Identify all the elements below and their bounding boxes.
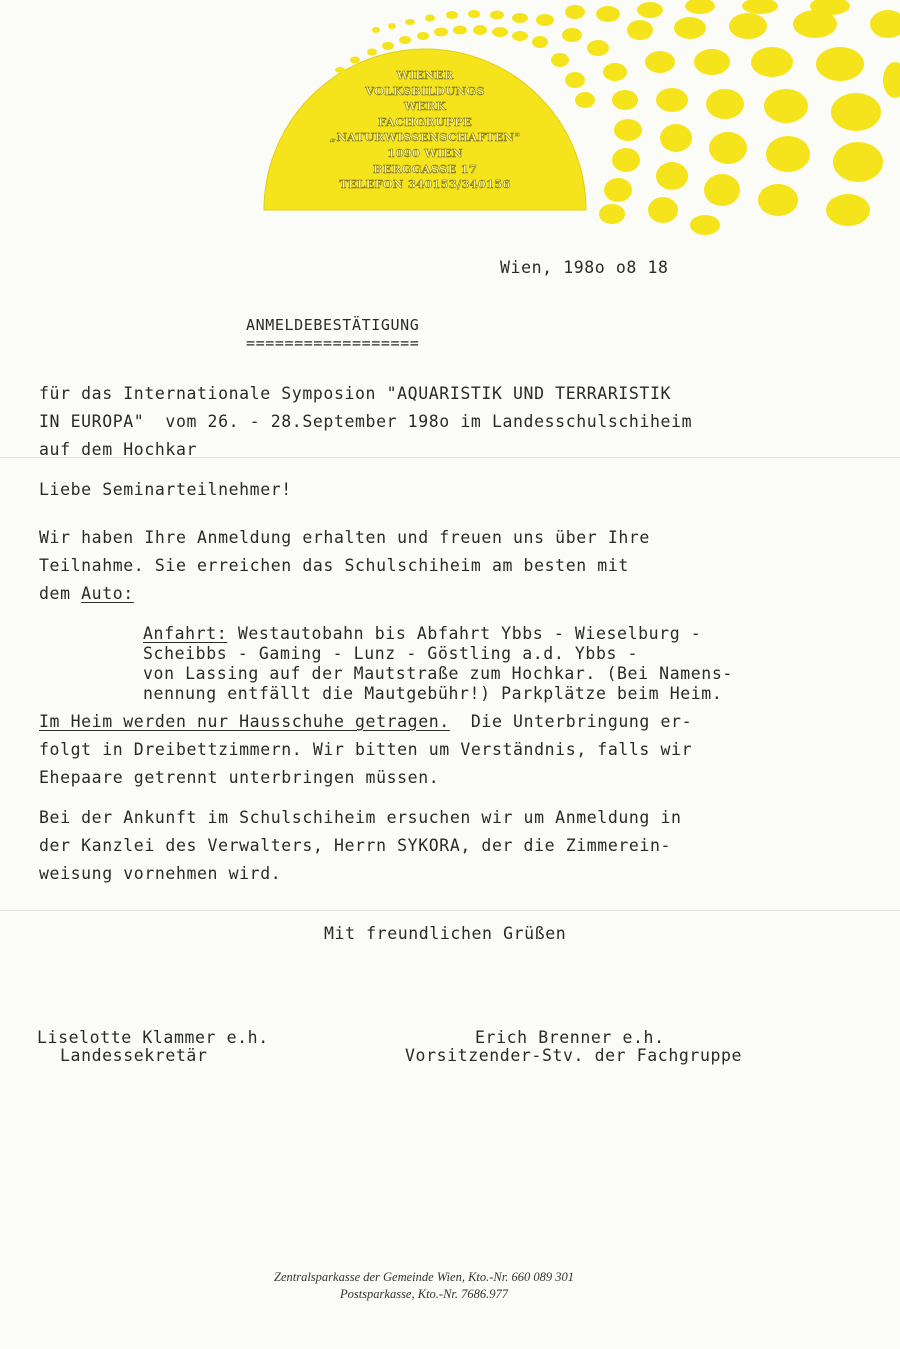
para2-rest: Die Unterbringung er- xyxy=(449,712,693,731)
para3-line-3: weisung vornehmen wird. xyxy=(39,864,282,883)
para1-line-2: Teilnahme. Sie erreichen das Schulschiheim am besten mit xyxy=(39,556,629,575)
letterhead-line: VOLKSBILDUNGS xyxy=(365,83,485,98)
para1-prefix: dem xyxy=(39,584,82,603)
directions-label: Anfahrt: xyxy=(143,624,228,643)
signatory-2-name: Erich Brenner e.h. xyxy=(475,1028,665,1047)
para2-line-1 xyxy=(39,712,692,731)
closing: Mit freundlichen Grüßen xyxy=(324,924,567,943)
signatory-1-title: Landessekretär xyxy=(60,1046,208,1065)
letterhead-line: WERK xyxy=(403,99,447,114)
directions-route: Westautobahn bis Abfahrt Ybbs - Wieselburg - xyxy=(227,624,702,643)
letterhead-line: WIENER xyxy=(396,68,454,82)
para1-line-1: Wir haben Ihre Anmeldung erhalten und freuen uns über Ihre xyxy=(39,528,650,547)
letter-date: Wien, 198o o8 18 xyxy=(500,258,669,277)
fold-line-lower xyxy=(0,910,900,911)
para3-line-2: der Kanzlei des Verwalters, Herrn SYKORA, der die Zimmerein- xyxy=(39,836,672,855)
directions-line-3: von Lassing auf der Mautstraße zum Hochkar. (Bei Namens- xyxy=(143,664,733,683)
auto-underlined: Auto: xyxy=(81,584,134,603)
letter-heading: ANMELDEBESTÄTIGUNG xyxy=(246,316,420,334)
para3-line-1: Bei der Ankunft im Schulschiheim ersuchen wir um Anmeldung in xyxy=(39,808,682,827)
directions-line-4: nennung entfällt die Mautgebühr!) Parkplätze beim Heim. xyxy=(143,684,723,703)
para2-line-2: folgt in Dreibettzimmern. Wir bitten um Verständnis, falls wir xyxy=(39,740,693,759)
directions-line-1 xyxy=(143,624,701,643)
subject-line-1: für das Internationale Symposion "AQUARISTIK UND TERRARISTIK xyxy=(39,384,672,403)
letterhead-line: „NATURWISSENSCHAFTEN" xyxy=(329,130,521,145)
subject-line-3: auf dem Hochkar xyxy=(39,440,198,459)
hausschuhe-notice: Im Heim werden nur Hausschuhe getragen. xyxy=(39,712,450,731)
letterhead-line: TELEFON 340153/340156 xyxy=(339,177,511,192)
subject-line-2: IN EUROPA" vom 26. - 28.September 198o im Landesschulschiheim xyxy=(39,412,693,431)
signatory-2-title: Vorsitzender-Stv. der Fachgruppe xyxy=(405,1046,743,1065)
directions-line-2: Scheibbs - Gaming - Lunz - Göstling a.d. Ybbs - xyxy=(143,644,639,663)
heading-rule: ================== xyxy=(246,334,420,352)
signatory-1-name: Liselotte Klammer e.h. xyxy=(37,1028,269,1047)
letterhead-line: 1090 WIEN xyxy=(387,145,463,160)
letterhead-text xyxy=(268,68,582,193)
footer-bank-line-2: Postsparkasse, Kto.-Nr. 7686.977 xyxy=(339,1287,509,1301)
footer-bank-line-1: Zentralsparkasse der Gemeinde Wien, Kto.-Nr. 660 089 301 xyxy=(274,1270,574,1284)
para2-line-3: Ehepaare getrennt unterbringen müssen. xyxy=(39,768,440,787)
para1-line-3 xyxy=(39,584,134,603)
letterhead-line: BERGGASSE 17 xyxy=(372,161,478,176)
salutation: Liebe Seminarteilnehmer! xyxy=(39,480,292,499)
letterhead-line: FACHGRUPPE xyxy=(378,114,472,129)
